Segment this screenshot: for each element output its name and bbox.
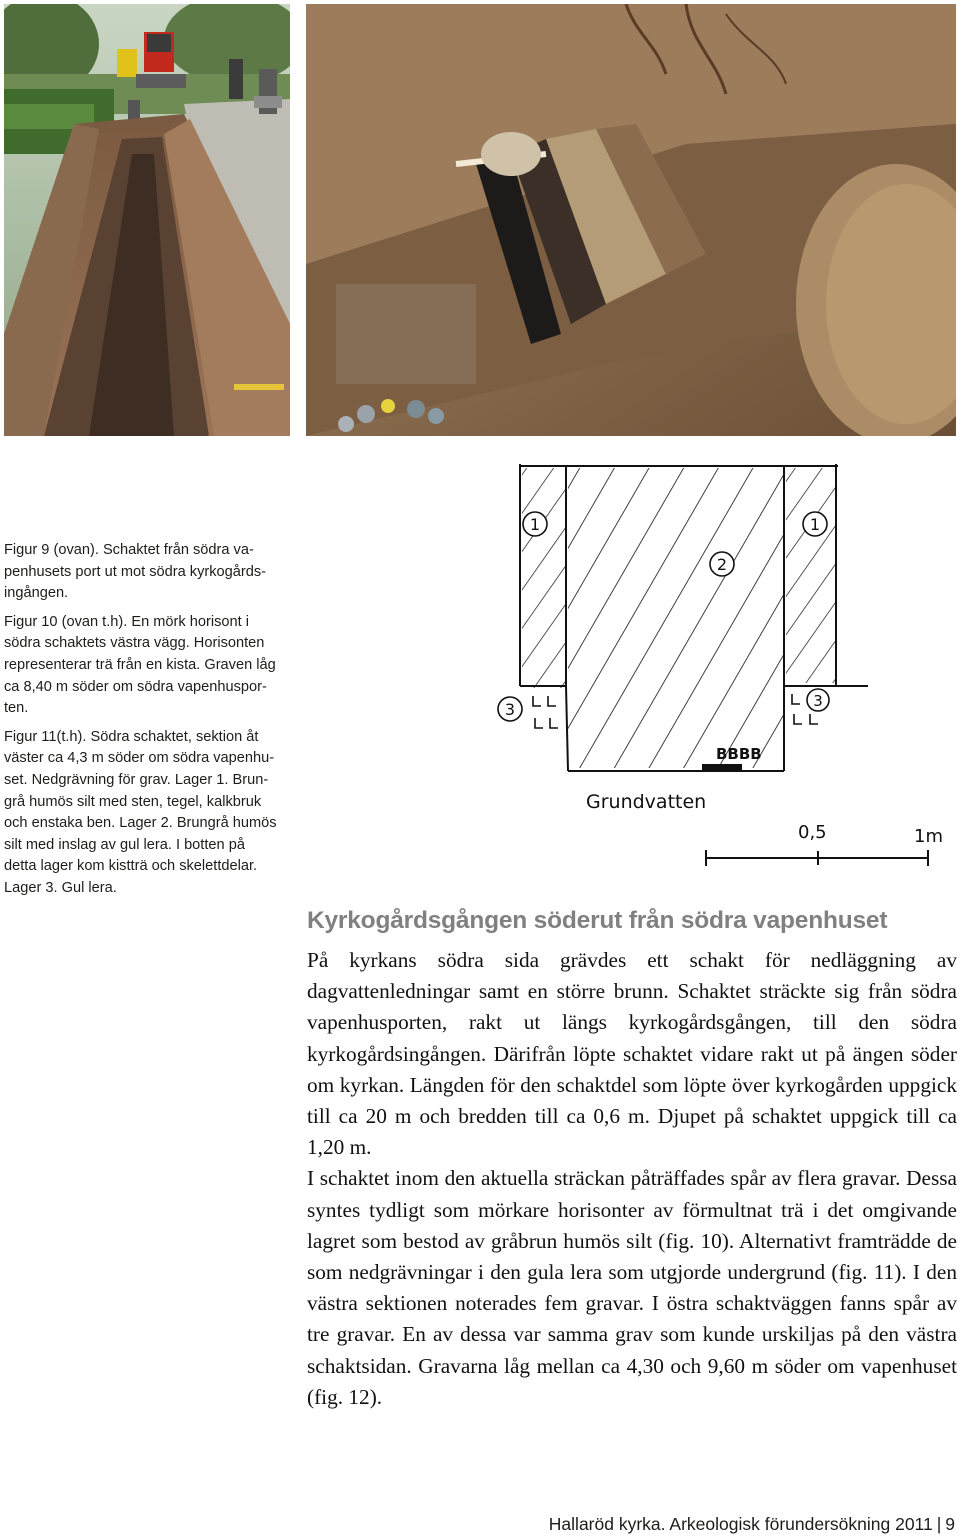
footer-separator: | (936, 1514, 942, 1534)
caption-fig-9: Figur 9 (ovan). Schaktet från södra va- penhusets port ut mot södra kyrkogårds- ingången. (4, 542, 267, 602)
caption-fig-10: Figur 10 (ovan t.h). En mörk horisont i södra schaktets västra vägg. Horisonten representerar trä från en kista. Graven låg ca 8,40 m söder om södra vapenhuspor- ten. (4, 613, 276, 717)
body-text (307, 945, 957, 1413)
scale-mid-label: 0,5 (798, 822, 827, 843)
layer2-label: 2 (716, 555, 728, 574)
trench-photo (4, 4, 290, 436)
footer-title: Hallaröd kyrka. Arkeologisk förundersökning 2011 (548, 1514, 933, 1534)
page-footer (549, 1514, 955, 1535)
layer1-right-label: 1 (809, 515, 821, 534)
section-drawing (488, 446, 958, 882)
scale-end-label: 1m (914, 826, 943, 847)
horizon-photo (306, 4, 956, 436)
bones-label: BBBB (716, 745, 762, 763)
layer3-right-label: 3 (813, 692, 823, 710)
caption-fig-11: Figur 11(t.h). Södra schaktet, sektion åt väster ca 4,3 m söder om södra vapenhu- set. Nedgrävning för grav. Lager 1. Brun- grå humös silt med sten, tegel, kalkbruk och enstaka ben. Lager 2. Brungrå humös silt med inslag av gul lera. I botten på detta lager kom kistträ och skelettdelar. Lager 3. Gul lera. (4, 728, 277, 896)
layer3-left-label: 3 (504, 700, 516, 719)
section-heading: Kyrkogårdsgången söderut från södra vapenhuset (307, 907, 888, 934)
page-number: 9 (945, 1514, 955, 1534)
layer1-left-label: 1 (529, 515, 541, 534)
body-paragraph: På kyrkans södra sida grävdes ett schakt för nedläggning av dagvattenledningar samt en större brunn. Schaktet sträckte sig från södra vapenhusporten, rakt ut längs kyrkogårdsgången, till den södra kyrkogårdsingången. Därifrån löpte schaktet vidare rakt ut på ängen söder om kyrkan. Längden för den schaktdel som löpte över kyrkogården uppgick till ca 20 m och bredden till ca 0,6 m. Djupet på schaktet uppgick till ca 1,20 m. (307, 948, 957, 1160)
figure-captions (4, 540, 296, 907)
body-paragraph: I schaktet inom den aktuella sträckan påträffades spår av flera gravar. Dessa syntes tydligt som mörkare horisonter av förmultnat trä i det omgivande lagret som bestod av gråbrun humös silt (fig. 10). Alternativt framträdde de som nedgrävningar i den gula lera som utgjorde undergrund (fig. 11). I den västra sektionen noterades fem gravar. I östra schaktväggen fanns spår av tre gravar. En av dessa var samma grav som kunde urskiljas på den västra schaktsidan. Gravarna låg mellan ca 4,30 och 9,60 m söder om vapenhuset (fig. 12). (307, 1166, 957, 1409)
groundwater-label: Grundvatten (586, 791, 707, 813)
